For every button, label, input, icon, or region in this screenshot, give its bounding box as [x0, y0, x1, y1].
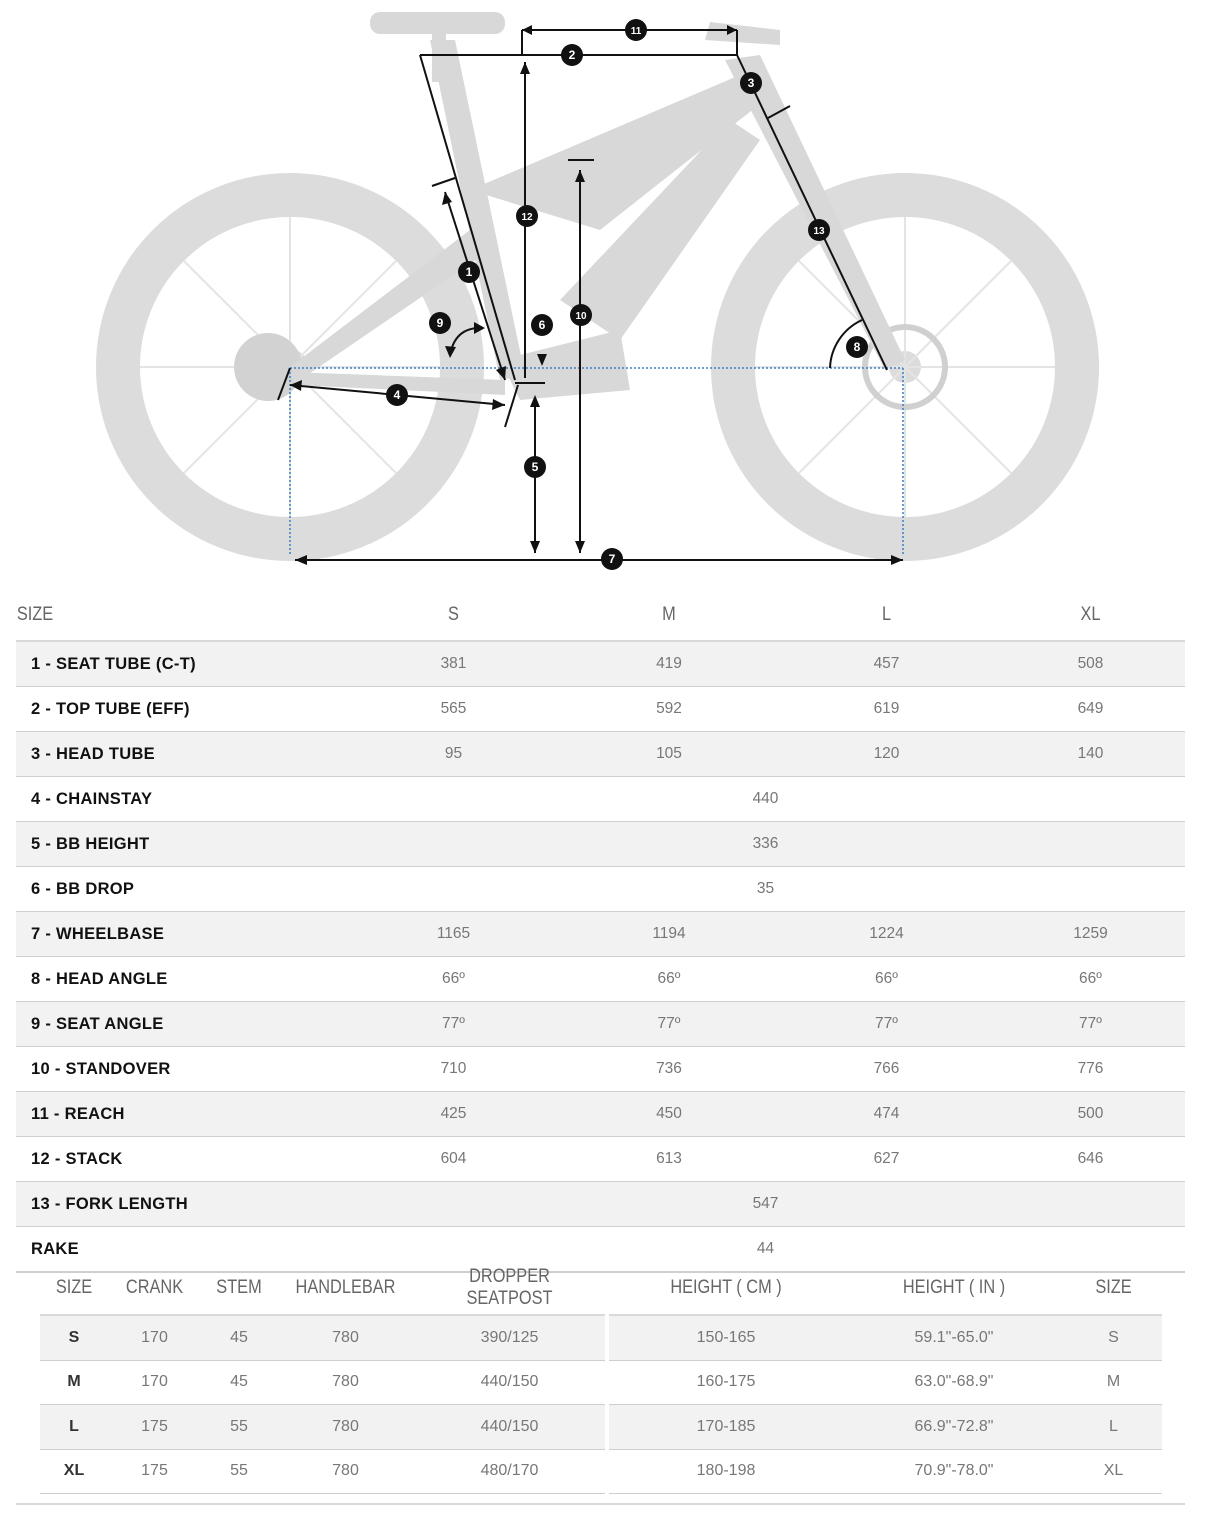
geometry-value: 77º: [996, 1002, 1185, 1047]
callout-13: [808, 219, 830, 241]
fit-value: 59.1"-65.0": [843, 1315, 1065, 1360]
geometry-value: 1259: [996, 912, 1185, 957]
geometry-value: 604: [346, 1137, 561, 1182]
svg-text:7: 7: [608, 552, 616, 566]
geometry-row: [16, 957, 1185, 1002]
geometry-row: [16, 1047, 1185, 1092]
geometry-row-label: 4 - CHAINSTAY: [16, 777, 346, 822]
geometry-table: [16, 590, 1185, 1273]
geometry-value-all-sizes: 336: [346, 822, 1185, 867]
fit-row: [609, 1449, 1162, 1494]
components-table: [40, 1262, 605, 1494]
callout-10: [570, 304, 592, 326]
components-value: 45: [201, 1315, 277, 1360]
svg-text:9: 9: [436, 316, 444, 330]
geometry-row-label: 1 - SEAT TUBE (C-T): [16, 641, 346, 687]
geometry-value: 381: [346, 641, 561, 687]
geometry-row: [16, 867, 1185, 912]
components-row: [40, 1449, 605, 1494]
bottom-divider: [16, 1503, 1185, 1505]
svg-text:13: 13: [813, 226, 825, 237]
components-header: CRANK: [115, 1262, 195, 1315]
components-header: STEM: [206, 1262, 271, 1315]
geometry-value: 66º: [346, 957, 561, 1002]
front-wheel: [733, 195, 1077, 539]
components-row: [40, 1360, 605, 1405]
svg-text:4: 4: [393, 388, 401, 402]
geometry-value: 1165: [346, 912, 561, 957]
geometry-row-label: 8 - HEAD ANGLE: [16, 957, 346, 1002]
components-value: 175: [108, 1405, 201, 1450]
geometry-value: 474: [777, 1092, 996, 1137]
rider-height-table: [609, 1262, 1162, 1494]
geometry-value: 649: [996, 687, 1185, 732]
fit-value: 180-198: [609, 1449, 843, 1494]
components-header-row: [40, 1262, 605, 1315]
callout-7: [601, 548, 623, 570]
svg-text:11: 11: [630, 26, 642, 37]
components-header: SIZE: [45, 1262, 103, 1315]
callout-1: [458, 261, 480, 283]
components-value: 170: [108, 1315, 201, 1360]
geometry-row: [16, 732, 1185, 777]
header-l: L: [792, 590, 980, 641]
geometry-row: [16, 1182, 1185, 1227]
geometry-value-all-sizes: 44: [346, 1227, 1185, 1273]
components-size: S: [40, 1315, 108, 1360]
geometry-value: 766: [777, 1047, 996, 1092]
geometry-header-row: [16, 590, 1185, 641]
components-row: [40, 1315, 605, 1360]
fit-size: L: [1065, 1405, 1162, 1450]
geometry-row: [16, 1002, 1185, 1047]
geometry-value: 120: [777, 732, 996, 777]
fit-size: M: [1065, 1360, 1162, 1405]
geometry-value: 776: [996, 1047, 1185, 1092]
components-value: 480/170: [414, 1449, 605, 1494]
components-value: 780: [277, 1405, 414, 1450]
components-value: 175: [108, 1449, 201, 1494]
geometry-value: 66º: [996, 957, 1185, 1002]
fit-header-row: [609, 1262, 1162, 1315]
geometry-row: [16, 1137, 1185, 1182]
geometry-row-label: 13 - FORK LENGTH: [16, 1182, 346, 1227]
fit-value: 150-165: [609, 1315, 843, 1360]
geometry-diagram: [0, 0, 1208, 585]
geometry-row: [16, 912, 1185, 957]
geometry-value: 77º: [777, 1002, 996, 1047]
components-value: 780: [277, 1360, 414, 1405]
geometry-row-label: 6 - BB DROP: [16, 867, 346, 912]
components-value: 55: [201, 1405, 277, 1450]
callout-12: [516, 205, 538, 227]
geometry-value: 646: [996, 1137, 1185, 1182]
geometry-value-all-sizes: 35: [346, 867, 1185, 912]
geometry-row: [16, 641, 1185, 687]
components-value: 390/125: [414, 1315, 605, 1360]
geometry-value-all-sizes: 547: [346, 1182, 1185, 1227]
callout-2: [561, 44, 583, 66]
geometry-value-all-sizes: 440: [346, 777, 1185, 822]
components-row: [40, 1405, 605, 1450]
header-m: M: [576, 590, 762, 641]
geometry-row-label: 3 - HEAD TUBE: [16, 732, 346, 777]
geometry-row-label: 10 - STANDOVER: [16, 1047, 346, 1092]
geometry-value: 613: [561, 1137, 777, 1182]
components-value: 440/150: [414, 1360, 605, 1405]
geometry-row: [16, 822, 1185, 867]
svg-text:8: 8: [853, 340, 861, 354]
svg-text:6: 6: [538, 318, 546, 332]
geometry-value: 425: [346, 1092, 561, 1137]
geometry-value: 66º: [561, 957, 777, 1002]
callout-8: [846, 336, 868, 358]
components-size: M: [40, 1360, 108, 1405]
geometry-value: 736: [561, 1047, 777, 1092]
geometry-value: 140: [996, 732, 1185, 777]
components-header: DROPPER SEATPOST: [427, 1262, 591, 1315]
svg-text:1: 1: [465, 265, 473, 279]
components-value: 780: [277, 1315, 414, 1360]
geometry-value: 450: [561, 1092, 777, 1137]
geometry-value: 77º: [561, 1002, 777, 1047]
svg-text:5: 5: [531, 460, 539, 474]
geometry-value: 77º: [346, 1002, 561, 1047]
geometry-row-label: RAKE: [16, 1227, 346, 1273]
fit-size: XL: [1065, 1449, 1162, 1494]
geometry-value: 710: [346, 1047, 561, 1092]
geometry-value: 66º: [777, 957, 996, 1002]
fit-size: S: [1065, 1315, 1162, 1360]
fit-header: HEIGHT ( IN ): [859, 1262, 1050, 1315]
geometry-value: 105: [561, 732, 777, 777]
svg-text:2: 2: [568, 48, 576, 62]
fit-value: 66.9"-72.8": [843, 1405, 1065, 1450]
geometry-row: [16, 1092, 1185, 1137]
fit-header: HEIGHT ( CM ): [625, 1262, 826, 1315]
geometry-value: 565: [346, 687, 561, 732]
components-header: HANDLEBAR: [287, 1262, 405, 1315]
bike-geometry-illustration: [0, 0, 1208, 585]
fit-value: 70.9"-78.0": [843, 1449, 1065, 1494]
geometry-value: 95: [346, 732, 561, 777]
fit-value: 160-175: [609, 1360, 843, 1405]
components-value: 55: [201, 1449, 277, 1494]
geometry-row-label: 7 - WHEELBASE: [16, 912, 346, 957]
callout-5: [524, 456, 546, 478]
svg-text:3: 3: [747, 76, 755, 90]
geometry-value: 1224: [777, 912, 996, 957]
geometry-row-label: 12 - STACK: [16, 1137, 346, 1182]
geometry-row: [16, 777, 1185, 822]
svg-text:12: 12: [521, 212, 533, 223]
callout-4: [386, 384, 408, 406]
geometry-row-label: 9 - SEAT ANGLE: [16, 1002, 346, 1047]
geometry-row-label: 2 - TOP TUBE (EFF): [16, 687, 346, 732]
components-value: 45: [201, 1360, 277, 1405]
components-value: 780: [277, 1449, 414, 1494]
header-xl: XL: [1009, 590, 1172, 641]
geometry-value: 508: [996, 641, 1185, 687]
fit-value: 170-185: [609, 1405, 843, 1450]
geometry-value: 419: [561, 641, 777, 687]
geometry-value: 500: [996, 1092, 1185, 1137]
components-size: XL: [40, 1449, 108, 1494]
callout-6: [531, 314, 553, 336]
geometry-value: 1194: [561, 912, 777, 957]
header-size: SIZE: [16, 590, 300, 641]
geometry-value: 592: [561, 687, 777, 732]
geometry-value: 627: [777, 1137, 996, 1182]
svg-text:10: 10: [575, 311, 587, 322]
callout-11: [625, 19, 647, 41]
callout-3: [740, 72, 762, 94]
geometry-value: 457: [777, 641, 996, 687]
geometry-value: 619: [777, 687, 996, 732]
components-value: 440/150: [414, 1405, 605, 1450]
fit-row: [609, 1405, 1162, 1450]
components-value: 170: [108, 1360, 201, 1405]
header-s: S: [361, 590, 546, 641]
callout-9: [429, 312, 451, 334]
fit-header: SIZE: [1072, 1262, 1155, 1315]
fit-value: 63.0"-68.9": [843, 1360, 1065, 1405]
fit-row: [609, 1360, 1162, 1405]
geometry-row: [16, 687, 1185, 732]
geometry-row-label: 11 - REACH: [16, 1092, 346, 1137]
fit-row: [609, 1315, 1162, 1360]
components-size: L: [40, 1405, 108, 1450]
geometry-row-label: 5 - BB HEIGHT: [16, 822, 346, 867]
